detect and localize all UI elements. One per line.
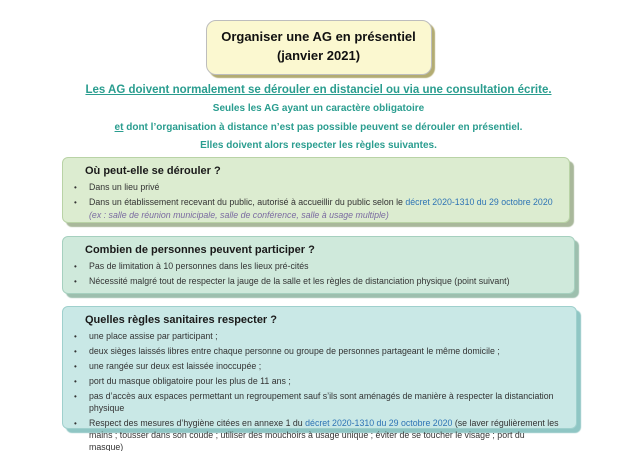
bullet-icon: •	[74, 392, 77, 401]
page-title-line2: (janvier 2021)	[276, 47, 361, 63]
list-item	[63, 197, 569, 222]
bullet-icon: •	[74, 262, 77, 271]
title-box	[206, 20, 432, 75]
list-item-text: une place assise par participant ;	[89, 331, 218, 341]
box-capacity	[62, 236, 575, 294]
list-item	[63, 391, 576, 415]
page-title-line1: Organiser une AG en présentiel	[221, 29, 416, 44]
list-item-text: pas d’accès aux espaces permettant un regroupement sauf s’ils sont aménagés de manière à respecter la distanciation physique	[89, 391, 554, 413]
list-item	[63, 276, 574, 288]
list-item	[63, 361, 576, 373]
bullet-icon: •	[74, 332, 77, 341]
list-item-text: une rangée sur deux est laissée inoccupée ;	[89, 361, 262, 371]
bullet-icon: •	[74, 183, 77, 192]
bullet-icon: •	[74, 198, 77, 207]
list-item-text-post: (se laver régulièrement les mains ; tousser dans son coude ; utiliser des mouchoirs à usage unique ; éviter de se toucher le visage ; port du masque)	[89, 417, 559, 451]
list-item	[63, 346, 576, 358]
bullet-icon: •	[74, 377, 77, 386]
box-location	[62, 157, 570, 223]
list-item-text	[89, 418, 560, 451]
list-item-text-pre: Dans un établissement recevant du public, autorisé à accueillir du public selon le	[89, 197, 406, 207]
box-location-header: Où peut-elle se dérouler ?	[85, 165, 221, 177]
bullet-icon: •	[74, 418, 77, 428]
bullet-icon: •	[74, 347, 77, 356]
decree-link[interactable]: décret 2020-1310 du 29 octobre 2020	[405, 197, 553, 207]
decree-link[interactable]: décret 2020-1310 du 29 octobre 2020	[305, 417, 453, 428]
list-item-text: port du masque obligatoire pour les plus de 11 ans ;	[89, 376, 291, 386]
bullet-icon: •	[74, 277, 77, 286]
box-sanitary-rules	[62, 306, 577, 451]
intro-line-4: Elles doivent alors respecter les règles suivantes.	[200, 140, 437, 151]
intro-line-3	[0, 122, 637, 133]
list-item	[63, 261, 574, 273]
intro-line-main: Les AG doivent normalement se dérouler en distanciel ou via une consultation écrite.	[85, 84, 552, 96]
intro-section	[0, 84, 637, 159]
list-item-text	[89, 197, 553, 222]
list-item	[63, 418, 576, 451]
list-item-text: Nécessité malgré tout de respecter la jauge de la salle et les règles de distanciation physique (point suivant)	[89, 276, 510, 286]
list-item	[63, 331, 576, 343]
box-sanitary-rules-header: Quelles règles sanitaires respecter ?	[85, 314, 277, 326]
bullet-icon: •	[74, 362, 77, 371]
intro-line-3-underlined: et	[114, 121, 124, 133]
list-item	[63, 182, 569, 194]
list-item	[63, 376, 576, 388]
intro-line-2: Seules les AG ayant un caractère obligatoire	[212, 103, 425, 114]
box-capacity-header: Combien de personnes peuvent participer ?	[85, 244, 315, 256]
list-item-text: deux sièges laissés libres entre chaque personne ou groupe de personnes partageant le même domicile ;	[89, 346, 500, 356]
list-item-text: Dans un lieu privé	[89, 182, 160, 192]
example-note: (ex : salle de réunion municipale, salle de conférence, salle à usage multiple)	[89, 209, 389, 220]
list-item-text-pre: Respect des mesures d’hygiène citées en annexe 1 du	[89, 417, 306, 428]
list-item-text: Pas de limitation à 10 personnes dans les lieux pré-cités	[89, 261, 309, 271]
intro-line-3-rest: dont l’organisation à distance n’est pas possible peuvent se dérouler en présentiel.	[123, 121, 523, 133]
